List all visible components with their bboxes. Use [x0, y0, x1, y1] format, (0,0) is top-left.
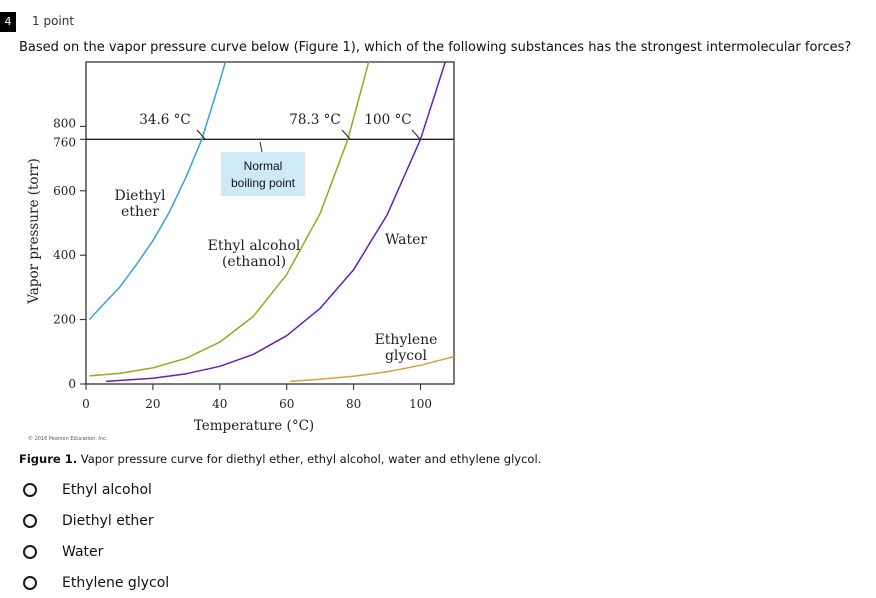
- boiling-point-label: 100 °C: [364, 112, 412, 128]
- series-line-0: [89, 23, 236, 319]
- answer-option-diethyl-ether[interactable]: [19, 505, 169, 536]
- y-tick-label: 800: [53, 116, 76, 131]
- answer-option-ethyl-alcohol[interactable]: [19, 474, 169, 505]
- answer-option-label: Ethylene glycol: [62, 574, 170, 591]
- x-tick-label: 80: [345, 397, 362, 411]
- answer-options: [19, 474, 169, 598]
- series-label: Diethyl ether: [114, 188, 166, 220]
- figure-caption-text: Vapor pressure curve for diethyl ether, ethyl alcohol, water and ethylene glycol.: [77, 452, 542, 466]
- x-tick-label: 40: [212, 397, 228, 411]
- y-tick-label: 200: [53, 312, 76, 327]
- radio-button[interactable]: [23, 514, 37, 528]
- series-line-3: [290, 357, 454, 382]
- figure-caption: [19, 452, 541, 466]
- radio-button[interactable]: [23, 483, 37, 497]
- answer-option-water[interactable]: [19, 536, 169, 567]
- question-number-badge: 4: [0, 12, 16, 32]
- boiling-point-leader: [412, 130, 420, 139]
- copyright-notice: © 2016 Pearson Education, Inc.: [28, 436, 108, 442]
- y-tick-label: 0: [68, 377, 76, 391]
- question-text: Based on the vapor pressure curve below (Figure 1), which of the following substances has the strongest intermolecular forces?: [19, 40, 852, 55]
- question-points: 1 point: [32, 14, 75, 28]
- answer-option-label: Diethyl ether: [62, 512, 154, 529]
- answer-option-label: Water: [62, 543, 104, 560]
- callout-leader: [260, 142, 262, 152]
- answer-option-label: Ethyl alcohol: [62, 481, 152, 498]
- x-axis-label: Temperature (°C): [193, 418, 315, 434]
- y-axis-label: Vapor pressure (torr): [26, 158, 42, 304]
- x-tick-label: 0: [82, 397, 90, 411]
- callout-text: Normal boiling point: [230, 159, 296, 190]
- boiling-point-label: 78.3 °C: [289, 112, 341, 128]
- boiling-point-label: 34.6 °C: [139, 112, 191, 128]
- series-label: Water: [384, 232, 428, 248]
- y-tick-label: 600: [53, 183, 76, 198]
- figure-caption-label: Figure 1.: [19, 452, 78, 466]
- x-tick-label: 60: [279, 397, 295, 411]
- radio-button[interactable]: [23, 576, 37, 590]
- y-tick-label: 400: [53, 248, 76, 263]
- x-tick-label: 100: [409, 397, 432, 411]
- radio-button[interactable]: [23, 545, 37, 559]
- x-tick-label: 20: [145, 397, 161, 411]
- y-tick-label: 760: [53, 135, 76, 150]
- answer-option-ethylene-glycol[interactable]: [19, 567, 169, 598]
- series-label: Ethylene glycol: [374, 332, 438, 364]
- series-label: Ethyl alcohol (ethanol): [207, 238, 301, 270]
